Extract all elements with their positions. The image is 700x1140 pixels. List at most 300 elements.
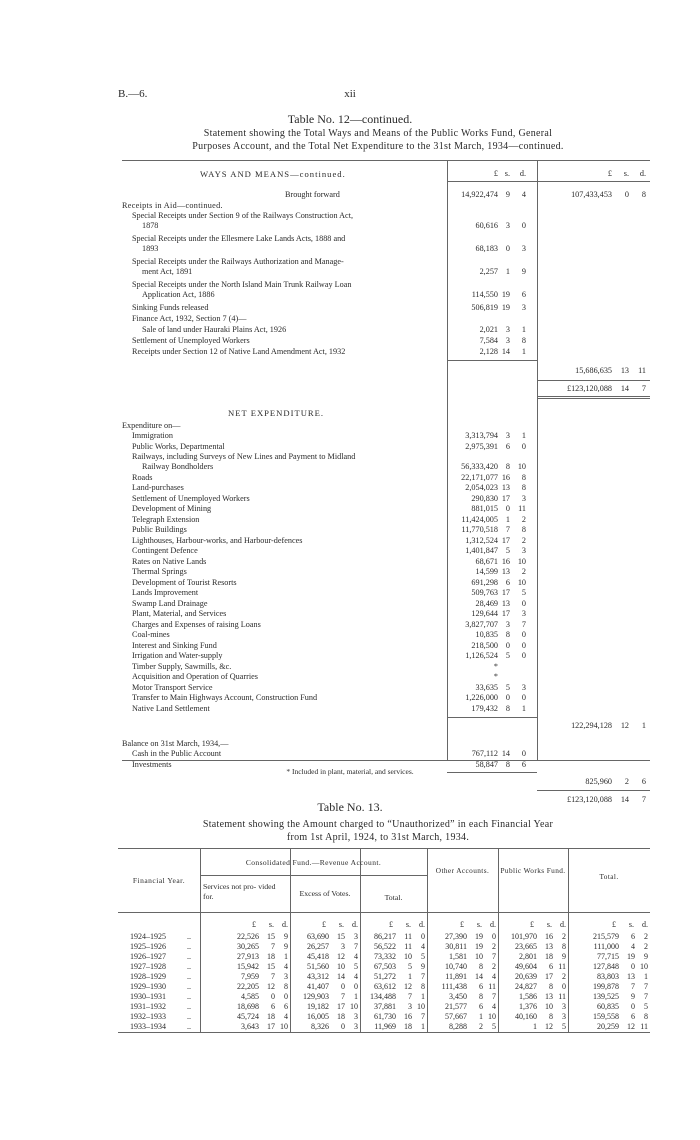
shillings-cell: 3 — [408, 1002, 412, 1011]
balance-1-label: Investments — [132, 760, 172, 769]
pence-cell: 9 — [284, 932, 288, 941]
expenditure-on-label: Expenditure on— — [122, 421, 181, 430]
expenditure-12-row — [0, 567, 700, 577]
expenditure-23-pence: 3 — [521, 682, 526, 692]
receipt-5-row — [0, 314, 700, 324]
expenditure-4-shillings: 13 — [501, 483, 510, 492]
grand-total-1-shillings: 14 — [620, 384, 629, 393]
expenditure-12-pounds: 14,599 — [475, 567, 498, 576]
pence-cell: 7 — [421, 1012, 425, 1021]
shillings-cell: 17 — [545, 972, 553, 981]
expenditure-7-row — [0, 515, 700, 525]
pence-cell: 3 — [284, 972, 288, 981]
pence-cell: 4 — [492, 972, 496, 981]
receipt-8-pounds: 2,128 — [479, 347, 498, 356]
expenditure-23-shillings: 5 — [505, 682, 510, 692]
expenditure-11-shillings: 16 — [501, 556, 510, 566]
expenditure-18-pence: 0 — [521, 630, 526, 639]
balance-total-shillings: 2 — [624, 777, 629, 786]
table13-bottom-rule — [118, 1032, 650, 1033]
expenditure-20-row — [0, 651, 700, 661]
expenditure-3-pounds: 22,171,077 — [461, 472, 498, 482]
grand-total-header: Total. — [599, 872, 619, 881]
pounds-cell: 11,891 — [445, 972, 467, 981]
grand-total-1-top-rule — [537, 380, 650, 381]
shillings-cell: 6 — [631, 932, 635, 941]
brought-forward-pounds: 14,922,474 — [461, 190, 498, 199]
expenditure-5-pounds: 290,830 — [471, 493, 498, 503]
shillings-cell: 10 — [337, 962, 345, 971]
expenditure-25-shillings: 8 — [505, 703, 510, 713]
shillings-cell: 17 — [337, 1002, 345, 1011]
expenditure-2-pounds: 56,333,420 — [461, 462, 498, 471]
pence-cell: 0 — [562, 982, 566, 991]
pounds-cell: 61,730 — [374, 1012, 396, 1021]
expenditure-17-pounds: 3,827,707 — [465, 619, 498, 629]
expenditure-9-pounds: 1,312,524 — [465, 535, 498, 545]
consolidated-fund-header: Consolidated Fund.—Revenue Account. — [245, 858, 382, 867]
shillings-cell: 16 — [545, 932, 553, 941]
expenditure-7-shillings: 1 — [505, 514, 510, 524]
receipt-0-pounds: 60,616 — [475, 221, 498, 230]
unit-pence: d. — [490, 920, 496, 929]
expenditure-3-pence: 8 — [521, 472, 526, 482]
pence-cell: 1 — [421, 1022, 425, 1031]
pence-cell: 3 — [354, 1022, 358, 1031]
unit-pence: d. — [560, 920, 566, 929]
receipt-1-label: Special Receipts under the Ellesmere Lake Lands Acts, 1888 and — [132, 234, 346, 243]
table12-title: Table No. 12—continued. — [287, 112, 413, 126]
expenditure-15-pence: 0 — [521, 598, 526, 608]
brought-forward-pounds-2: 107,433,453 — [571, 190, 612, 199]
financial-year-cell: 1928–1929 — [130, 972, 166, 981]
pounds-cell: 139,525 — [593, 992, 619, 1001]
receipts-in-aid-heading: Receipts in Aid—continued. — [122, 201, 223, 210]
pence-cell: 4 — [284, 1012, 288, 1021]
expenditure-4-label: Land-purchases — [132, 483, 184, 492]
balance-0-pence: 0 — [521, 749, 526, 758]
financial-year-cell: 1929–1930 — [130, 982, 166, 991]
grand-total-2-shillings: 14 — [620, 795, 629, 804]
shillings-cell: 8 — [549, 982, 553, 991]
pence-cell: 9 — [562, 952, 566, 961]
expenditure-13-pence: 10 — [517, 577, 526, 587]
expenditure-0-pence: 1 — [521, 431, 526, 440]
shillings-cell: 14 — [475, 972, 483, 981]
pounds-cell: 3,450 — [449, 992, 467, 1001]
shillings-cell: 6 — [271, 1002, 275, 1011]
expenditure-24-pence: 0 — [521, 693, 526, 702]
receipt-0-row — [0, 211, 700, 231]
expenditure-4-pence: 8 — [521, 483, 526, 492]
financial-year-cell: 1930–1931 — [130, 992, 166, 1001]
financial-year-cell: 1933–1934 — [130, 1022, 166, 1031]
leader-dots: .. — [187, 1012, 191, 1021]
pence-cell: 10 — [488, 1012, 496, 1021]
pounds-cell: 1,376 — [519, 1002, 537, 1011]
expenditure-19-row — [0, 641, 700, 651]
pence-cell: 11 — [558, 992, 566, 1001]
pence-cell: 0 — [492, 932, 496, 941]
shillings-cell: 18 — [267, 952, 275, 961]
pounds-cell: 4,585 — [241, 992, 259, 1001]
expenditure-15-pounds: 28,469 — [475, 598, 498, 608]
leader-dots: .. — [187, 932, 191, 941]
expenditure-1-shillings: 6 — [505, 441, 510, 451]
expenditure-22-label: Acquisition and Operation of Quarries — [132, 672, 258, 681]
receipt-7-row — [0, 336, 700, 346]
receipt-4-pounds: 506,819 — [471, 303, 498, 312]
pence-cell: 1 — [284, 952, 288, 961]
expenditure-3-label: Roads — [132, 472, 153, 482]
pence-cell: 8 — [644, 1012, 648, 1021]
receipt-4-shillings: 19 — [501, 303, 510, 312]
balance-0-shillings: 14 — [501, 749, 510, 758]
receipt-4-pence: 3 — [521, 303, 526, 312]
expenditure-0-shillings: 3 — [505, 431, 510, 440]
receipt-6-shillings: 3 — [505, 325, 510, 334]
pounds-cell: 63,690 — [307, 932, 329, 941]
expenditure-18-row — [0, 630, 700, 640]
expenditure-4-row — [0, 483, 700, 493]
shillings-cell: 12 — [404, 982, 412, 991]
pounds-cell: 56,522 — [374, 942, 396, 951]
expenditure-0-label: Immigration — [132, 431, 173, 440]
shillings-cell: 17 — [267, 1022, 275, 1031]
expenditure-total-shillings: 12 — [620, 721, 629, 730]
expenditure-25-label: Native Land Settlement — [132, 703, 210, 713]
pounds-cell: 1 — [533, 1022, 537, 1031]
pence-cell: 0 — [421, 932, 425, 941]
expenditure-2-pence: 10 — [517, 462, 526, 471]
grand-total-2-pence: 7 — [641, 795, 646, 804]
receipt-3-shillings: 19 — [501, 290, 510, 299]
pounds-cell: 60,835 — [597, 1002, 619, 1011]
financial-year-cell: 1926–1927 — [130, 952, 166, 961]
financial-year-cell: 1927–1928 — [130, 962, 166, 971]
pence-cell: 0 — [354, 982, 358, 991]
pence-cell: 4 — [421, 942, 425, 951]
shillings-cell: 13 — [545, 942, 553, 951]
pence-cell: 9 — [421, 962, 425, 971]
pence-cell: 1 — [354, 992, 358, 1001]
receipt-6-label: Sale of land under Hauraki Plains Act, 1926 — [142, 325, 287, 334]
receipt-2-label: ment Act, 1891 — [142, 267, 193, 276]
shillings-cell: 18 — [337, 1012, 345, 1021]
shillings-cell: 19 — [475, 942, 483, 951]
table12-footnote: * Included in plant, material, and services. — [286, 767, 414, 776]
column-header-rule — [447, 181, 650, 182]
table13-top-rule — [118, 848, 650, 849]
grand-total-1-bottom-rule-2 — [537, 398, 650, 399]
receipt-4-row — [0, 303, 700, 313]
expenditure-20-pounds: 1,126,524 — [465, 651, 498, 660]
unit-pounds: £ — [612, 920, 616, 929]
col2-shillings-header: s. — [623, 169, 629, 178]
table12-statement-line2: Purposes Account, and the Total Net Expenditure to the 31st March, 1934—continued. — [192, 141, 564, 152]
unit-pounds: £ — [460, 920, 464, 929]
financial-year-cell: 1924–1925 — [130, 932, 166, 941]
pence-cell: 8 — [284, 982, 288, 991]
shillings-cell: 1 — [408, 972, 412, 981]
pounds-cell: 67,503 — [374, 962, 396, 971]
expenditure-22-row — [0, 672, 700, 682]
receipt-7-shillings: 3 — [505, 336, 510, 345]
expenditure-12-pence: 2 — [521, 567, 526, 576]
expenditure-10-pence: 3 — [521, 546, 526, 555]
balance-1-shillings: 8 — [505, 760, 510, 769]
col-shillings-header: s. — [504, 169, 510, 178]
shillings-cell: 6 — [549, 962, 553, 971]
financial-year-cell: 1925–1926 — [130, 942, 166, 951]
receipt-5-label: Finance Act, 1932, Section 7 (4)— — [132, 314, 247, 323]
unit-shillings: s. — [405, 920, 411, 929]
receipt-7-pounds: 7,584 — [479, 336, 498, 345]
pence-cell: 5 — [644, 1002, 648, 1011]
leader-dots: .. — [187, 942, 191, 951]
pounds-cell: 18,698 — [237, 1002, 259, 1011]
expenditure-19-label: Interest and Sinking Fund — [132, 640, 217, 650]
shillings-cell: 13 — [545, 992, 553, 1001]
pence-cell: 7 — [492, 952, 496, 961]
other-accounts-header: Other Accounts. — [435, 866, 490, 875]
net-expenditure-heading: NET EXPENDITURE. — [228, 408, 325, 418]
pounds-cell: 3,643 — [241, 1022, 259, 1031]
pounds-cell: 15,942 — [237, 962, 259, 971]
expenditure-11-pounds: 68,671 — [475, 556, 498, 566]
grand-total-1-bottom-rule — [537, 396, 650, 397]
pounds-cell: 159,558 — [593, 1012, 619, 1021]
expenditure-9-row — [0, 536, 700, 546]
pounds-cell: 8,326 — [311, 1022, 329, 1031]
shillings-cell: 18 — [267, 1012, 275, 1021]
grand-total-1-pounds: £123,120,088 — [566, 384, 612, 393]
expenditure-6-shillings: 0 — [505, 504, 510, 513]
pence-cell: 8 — [562, 942, 566, 951]
expenditure-18-label: Coal-mines — [132, 630, 170, 639]
pence-cell: 2 — [562, 932, 566, 941]
shillings-cell: 0 — [631, 1002, 635, 1011]
pence-cell: 0 — [284, 992, 288, 1001]
grand-total-1-pence: 7 — [641, 384, 646, 393]
receipt-2-pence: 9 — [521, 267, 526, 276]
balance-total-row — [0, 777, 700, 787]
pounds-cell: 11,969 — [374, 1022, 396, 1031]
shillings-cell: 10 — [545, 1002, 553, 1011]
pence-cell: 9 — [284, 942, 288, 951]
unit-pence: d. — [642, 920, 648, 929]
total-header: Total. — [384, 893, 403, 902]
shillings-cell: 6 — [479, 982, 483, 991]
pounds-cell: 1,586 — [519, 992, 537, 1001]
consolidated-sub-rule — [200, 875, 427, 876]
expenditure-10-shillings: 5 — [505, 546, 510, 555]
expenditure-17-row — [0, 620, 700, 630]
receipt-1-pence: 3 — [521, 244, 526, 253]
expenditure-8-shillings: 7 — [505, 525, 510, 534]
shillings-cell: 19 — [627, 952, 635, 961]
table13-header-bottom-rule — [118, 912, 650, 913]
shillings-cell: 15 — [267, 932, 275, 941]
pence-cell: 5 — [562, 1022, 566, 1031]
page-number: xii — [344, 88, 356, 100]
leader-dots: .. — [187, 962, 191, 971]
receipt-6-row — [0, 325, 700, 335]
shillings-cell: 18 — [404, 1022, 412, 1031]
balance-1-pence: 6 — [521, 760, 526, 769]
shillings-cell: 7 — [271, 972, 275, 981]
shillings-cell: 3 — [341, 942, 345, 951]
expenditure-24-label: Transfer to Main Highways Account, Construction Fund — [132, 693, 318, 702]
pence-cell: 7 — [644, 992, 648, 1001]
receipt-3-pence: 6 — [521, 290, 526, 299]
pence-cell: 3 — [354, 1012, 358, 1021]
expenditure-8-label: Public Buildings — [132, 525, 187, 534]
pounds-cell: 77,715 — [597, 952, 619, 961]
shillings-cell: 7 — [408, 992, 412, 1001]
leader-dots: .. — [187, 982, 191, 991]
expenditure-2-shillings: 8 — [505, 462, 510, 471]
pounds-cell: 43,312 — [307, 972, 329, 981]
pounds-cell: 51,560 — [307, 962, 329, 971]
expenditure-17-pence: 7 — [521, 619, 526, 629]
pence-cell: 5 — [354, 962, 358, 971]
pounds-cell: 8,288 — [449, 1022, 467, 1031]
receipt-0-shillings: 3 — [505, 221, 510, 230]
shillings-cell: 1 — [479, 1012, 483, 1021]
pence-cell: 4 — [354, 952, 358, 961]
shillings-cell: 12 — [337, 952, 345, 961]
expenditure-23-row — [0, 683, 700, 693]
receipts-total-pence: 11 — [638, 366, 646, 375]
pence-cell: 11 — [558, 962, 566, 971]
expenditure-18-pounds: 10,835 — [475, 630, 498, 639]
pounds-cell: 2,801 — [519, 952, 537, 961]
shillings-cell: 7 — [631, 982, 635, 991]
expenditure-16-pounds: 129,644 — [471, 609, 498, 618]
pounds-cell: 26,257 — [307, 942, 329, 951]
expenditure-3-row — [0, 473, 700, 483]
expenditure-13-label: Development of Tourist Resorts — [132, 577, 237, 587]
expenditure-25-pounds: 179,432 — [471, 703, 498, 713]
expenditure-21-label: Timber Supply, Sawmills, &c. — [132, 661, 232, 671]
leader-dots: .. — [187, 1002, 191, 1011]
expenditure-21-pounds: * — [493, 661, 498, 671]
brought-forward-pence: 4 — [521, 190, 526, 199]
pounds-cell: 40,160 — [515, 1012, 537, 1021]
expenditure-14-pounds: 509,763 — [471, 588, 498, 597]
shillings-cell: 19 — [475, 932, 483, 941]
expenditure-16-label: Plant, Material, and Services — [132, 609, 227, 618]
expenditure-23-pounds: 33,635 — [475, 682, 498, 692]
expenditure-15-row — [0, 599, 700, 609]
expenditure-7-label: Telegraph Extension — [132, 514, 200, 524]
unit-pounds: £ — [389, 920, 393, 929]
brought-forward-shillings-2: 0 — [624, 190, 629, 199]
pence-cell: 11 — [488, 982, 496, 991]
expenditure-4-pounds: 2,054,023 — [465, 483, 498, 492]
expenditure-17-label: Charges and Expenses of raising Loans — [132, 619, 261, 629]
pounds-cell: 23,665 — [515, 942, 537, 951]
shillings-cell: 15 — [267, 962, 275, 971]
receipt-2-pounds: 2,257 — [479, 267, 498, 276]
leader-dots: .. — [187, 992, 191, 1001]
expenditure-subtotal-rule — [447, 717, 537, 718]
expenditure-8-pounds: 11,770,518 — [461, 525, 498, 534]
col2-pounds-header: £ — [607, 169, 612, 178]
pounds-cell: 37,881 — [374, 1002, 396, 1011]
unit-shillings: s. — [546, 920, 552, 929]
expenditure-23-label: Motor Transport Service — [132, 682, 213, 692]
shillings-cell: 6 — [479, 1002, 483, 1011]
pence-cell: 1 — [644, 972, 648, 981]
expenditure-15-label: Swamp Land Drainage — [132, 598, 208, 608]
balance-0-row — [0, 749, 700, 759]
expenditure-11-row — [0, 557, 700, 567]
pence-cell: 4 — [284, 962, 288, 971]
unit-pence: d. — [282, 920, 288, 929]
pounds-cell: 1,581 — [449, 952, 467, 961]
unit-pence: d. — [419, 920, 425, 929]
receipts-total-row — [0, 366, 700, 376]
pence-cell: 2 — [492, 962, 496, 971]
col2-pence-header: d. — [639, 169, 646, 178]
receipt-0-pence: 0 — [521, 221, 526, 230]
pence-cell: 4 — [492, 1002, 496, 1011]
expenditure-1-pence: 0 — [521, 441, 526, 451]
receipt-2-label: Special Receipts under the Railways Authorization and Manage- — [132, 257, 344, 266]
pence-cell: 3 — [562, 1012, 566, 1021]
balance-heading: Balance on 31st March, 1934,— — [122, 739, 229, 748]
public-works-header: Public Works Fund. — [500, 866, 566, 875]
receipt-1-row — [0, 234, 700, 254]
receipt-8-pence: 1 — [521, 347, 526, 356]
receipts-total-shillings: 13 — [620, 366, 629, 375]
shillings-cell: 11 — [404, 942, 412, 951]
expenditure-1-row — [0, 442, 700, 452]
pounds-cell: 41,407 — [307, 982, 329, 991]
shillings-cell: 14 — [337, 972, 345, 981]
pounds-cell: 19,182 — [307, 1002, 329, 1011]
document-reference: B.—6. — [118, 88, 148, 100]
expenditure-1-label: Public Works, Departmental — [132, 441, 225, 451]
pounds-cell: 24,827 — [515, 982, 537, 991]
pounds-cell: 30,811 — [445, 942, 467, 951]
receipt-2-shillings: 1 — [505, 267, 510, 276]
pence-cell: 7 — [492, 992, 496, 1001]
expenditure-0-pounds: 3,313,794 — [465, 431, 498, 440]
shillings-cell: 0 — [631, 962, 635, 971]
col-pence-header: d. — [519, 169, 526, 178]
pence-cell: 11 — [640, 1022, 648, 1031]
ways-means-heading: WAYS AND MEANS—continued. — [200, 169, 346, 179]
shillings-cell: 8 — [479, 962, 483, 971]
receipt-6-pence: 1 — [521, 325, 526, 334]
expenditure-1-pounds: 2,975,391 — [465, 441, 498, 451]
pence-cell: 5 — [421, 952, 425, 961]
shillings-cell: 11 — [404, 932, 412, 941]
pence-cell: 2 — [644, 942, 648, 951]
pence-cell: 7 — [644, 982, 648, 991]
shillings-cell: 4 — [631, 942, 635, 951]
grand-total-2-top-rule — [537, 790, 650, 791]
shillings-cell: 7 — [341, 992, 345, 1001]
receipt-0-label: 1878 — [142, 221, 159, 230]
brought-forward-pence-2: 8 — [641, 190, 646, 199]
pence-cell: 8 — [421, 982, 425, 991]
shillings-cell: 10 — [475, 952, 483, 961]
unit-shillings: s. — [268, 920, 274, 929]
